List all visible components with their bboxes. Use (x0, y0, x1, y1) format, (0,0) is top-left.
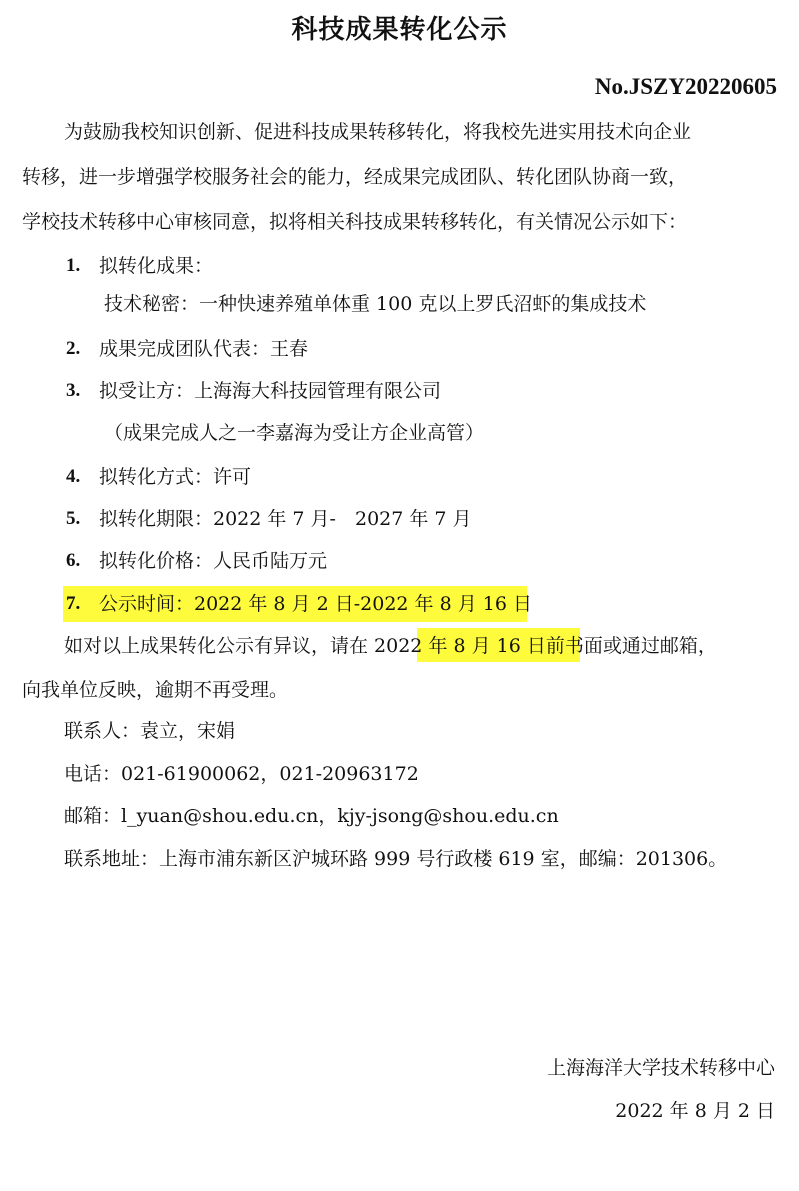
item-number: 2. (66, 338, 81, 359)
item-label: 拟转化价格：人民币陆万元 (99, 550, 328, 572)
item-number: 5. (66, 508, 81, 529)
document-number: No.JSZY20220605 (594, 74, 777, 99)
item-number: 1. (66, 255, 81, 276)
item-number: 7. (66, 593, 81, 614)
item-sub: 技术秘密：一种快速养殖单体重 100 克以上罗氏沼虾的集成技术 (104, 293, 647, 315)
objection-suffix: 前书面或通过邮箱， (545, 635, 717, 657)
objection-line-2: 向我单位反映，逾期不再受理。 (22, 679, 289, 701)
contact-person: 联系人：袁立，宋娟 (64, 720, 236, 742)
item-sub: （成果完成人之一李嘉海为受让方企业高管） (104, 422, 485, 444)
item-number: 3. (66, 380, 81, 401)
objection-prefix: 如对以上成果转化公示有异议，请在 (64, 635, 375, 657)
intro-line-1: 为鼓励我校知识创新、促进科技成果转移转化，将我校先进实用技术向企业 (64, 121, 692, 143)
contact-address: 联系地址：上海市浦东新区沪城环路 999 号行政楼 619 室，邮编：201306。 (64, 848, 728, 870)
signature-date: 2022 年 8 月 2 日 (615, 1100, 775, 1122)
item-number: 6. (66, 550, 81, 571)
document-title: 科技成果转化公示 (291, 15, 508, 45)
contact-email: 邮箱：l_yuan@shou.edu.cn，kjy-jsong@shou.edu.cn (64, 805, 559, 827)
item-label: 拟受让方：上海海大科技园管理有限公司 (99, 380, 442, 402)
item-label: 拟转化期限：2022 年 7 月- 2027 年 7 月 (99, 508, 472, 530)
intro-line-2: 转移，进一步增强学校服务社会的能力，经成果完成团队、转化团队协商一致， (22, 166, 688, 188)
item-number: 4. (66, 466, 81, 487)
item-label: 公示时间：2022 年 8 月 2 日-2022 年 8 月 16 日 (99, 593, 532, 615)
signature-org: 上海海洋大学技术转移中心 (546, 1057, 775, 1079)
objection-line-1 (64, 631, 717, 661)
item-label: 成果完成团队代表：王春 (99, 338, 309, 360)
item-label: 拟转化方式：许可 (99, 466, 252, 488)
intro-line-3: 学校技术转移中心审核同意，拟将相关科技成果转移转化，有关情况公示如下： (22, 211, 688, 233)
contact-phone: 电话：021-61900062，021-20963172 (64, 763, 419, 785)
item-label: 拟转化成果： (99, 255, 214, 277)
objection-deadline: 2022 年 8 月 16 日 (374, 635, 546, 657)
